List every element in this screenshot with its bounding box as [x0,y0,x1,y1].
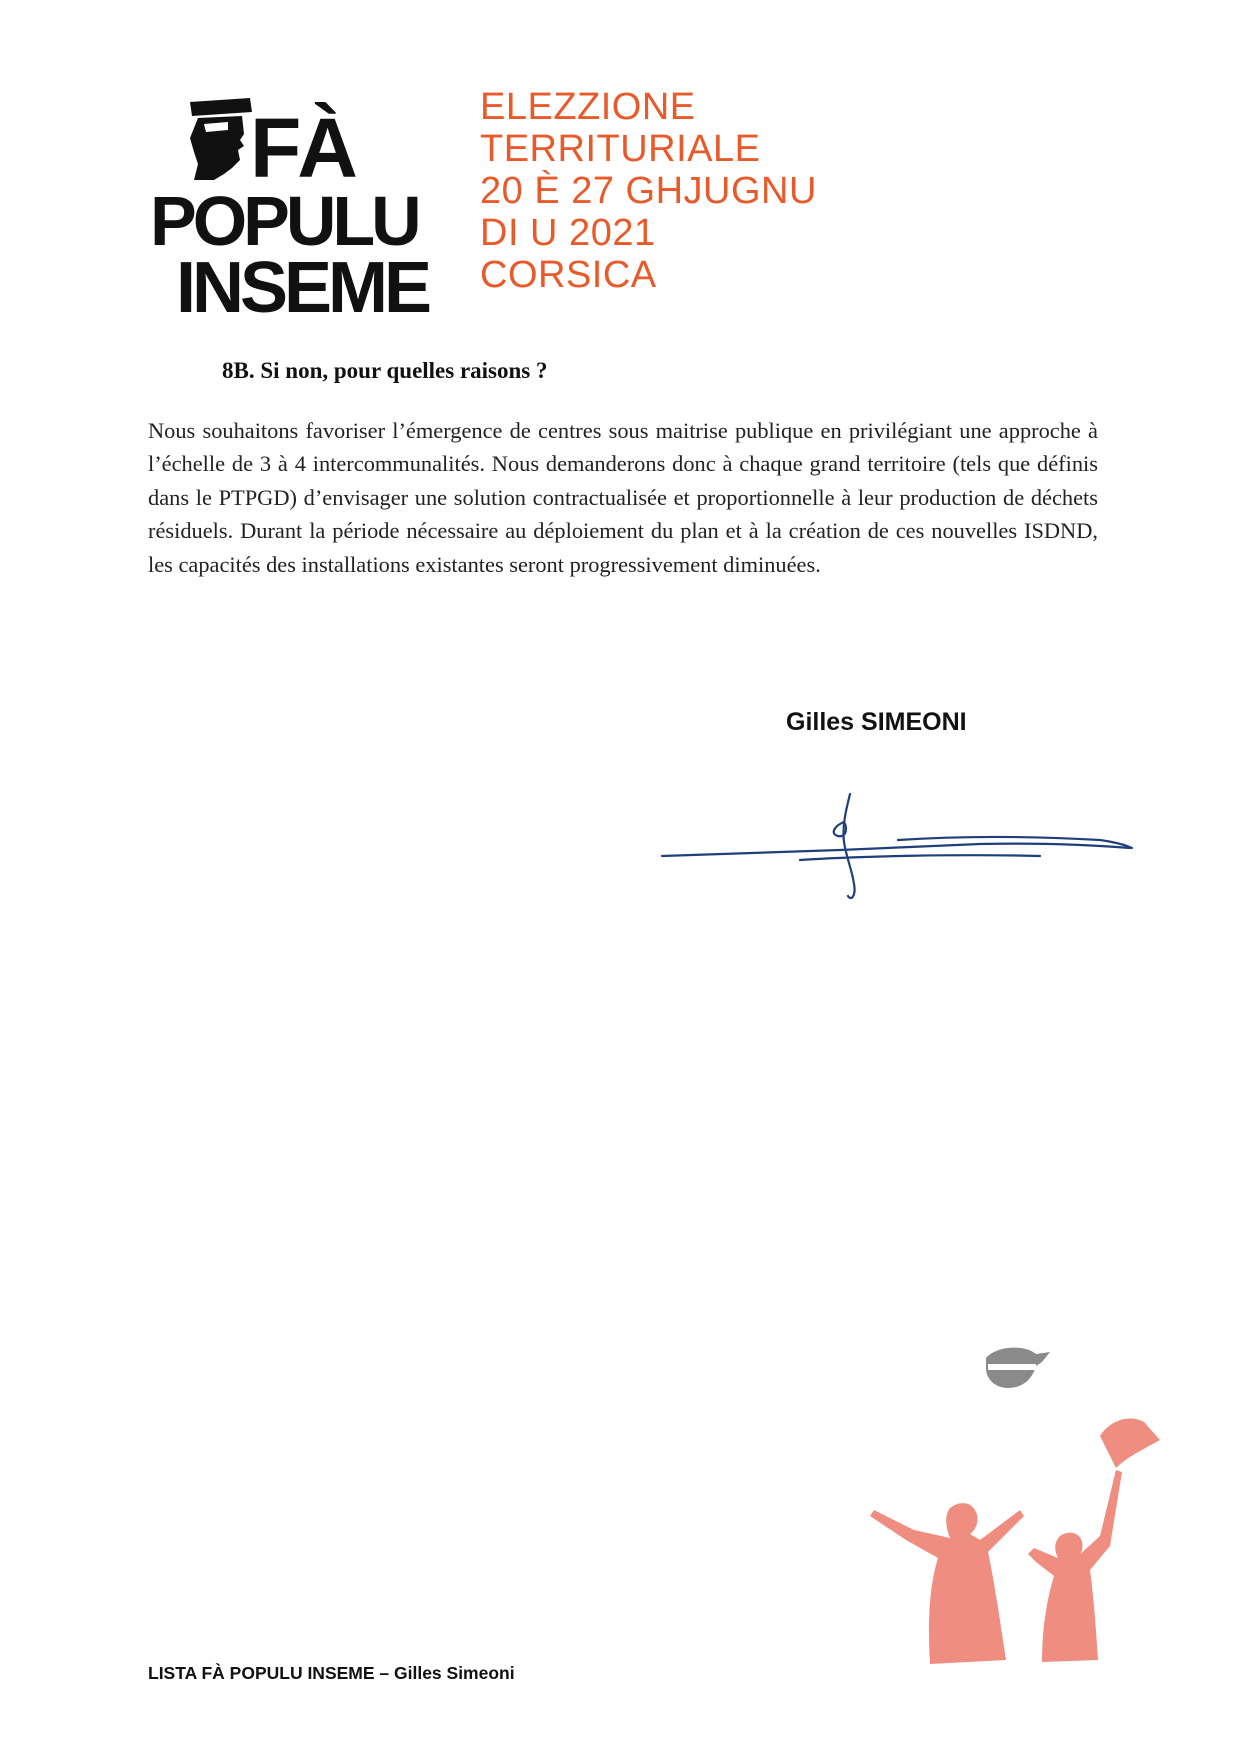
moor-head-logo-icon [184,94,256,180]
election-heading [480,86,817,296]
signer-name: Gilles SIMEONI [786,708,967,736]
logo-text-fa: FÀ [250,101,354,195]
election-line-1: ELEZZIONE [480,86,696,128]
election-line-5: CORSICA [480,254,657,296]
answer-paragraph: Nous souhaitons favoriser l’émergence de centres sous maitrise publique en privilégiant une approche à l’échelle de 3 à 4 intercommunalités. Nous demanderons donc à chaque grand territoire (tels que définis dans le PTPGD) d’envisager une solution contractualisée et proportionnelle à leur production de déchets résiduels. Durant la période nécessaire au déploiement du plan et à la création de ces nouvelles ISDND, les capacités des installations existantes seront progressivement diminuées. [148,418,1098,577]
question-heading: 8B. Si non, pour quelles raisons ? [222,358,548,383]
flag-icon [1100,1418,1160,1468]
logo-text-inseme: INSEME [176,248,429,328]
logo-text-populu: POPULU [150,182,418,260]
election-line-4: DI U 2021 [480,212,656,254]
page-footer: LISTA FÀ POPULU INSEME – Gilles Simeoni [148,1663,515,1683]
election-line-3: 20 È 27 GHJUGNU [480,170,817,212]
campaign-logo [150,92,450,328]
election-line-2: TERRITURIALE [480,128,761,170]
bandana-head-icon [986,1348,1050,1388]
handwritten-signature [660,790,1140,910]
crowd-figures-icon [870,1470,1122,1664]
campaign-illustration [810,1340,1190,1670]
